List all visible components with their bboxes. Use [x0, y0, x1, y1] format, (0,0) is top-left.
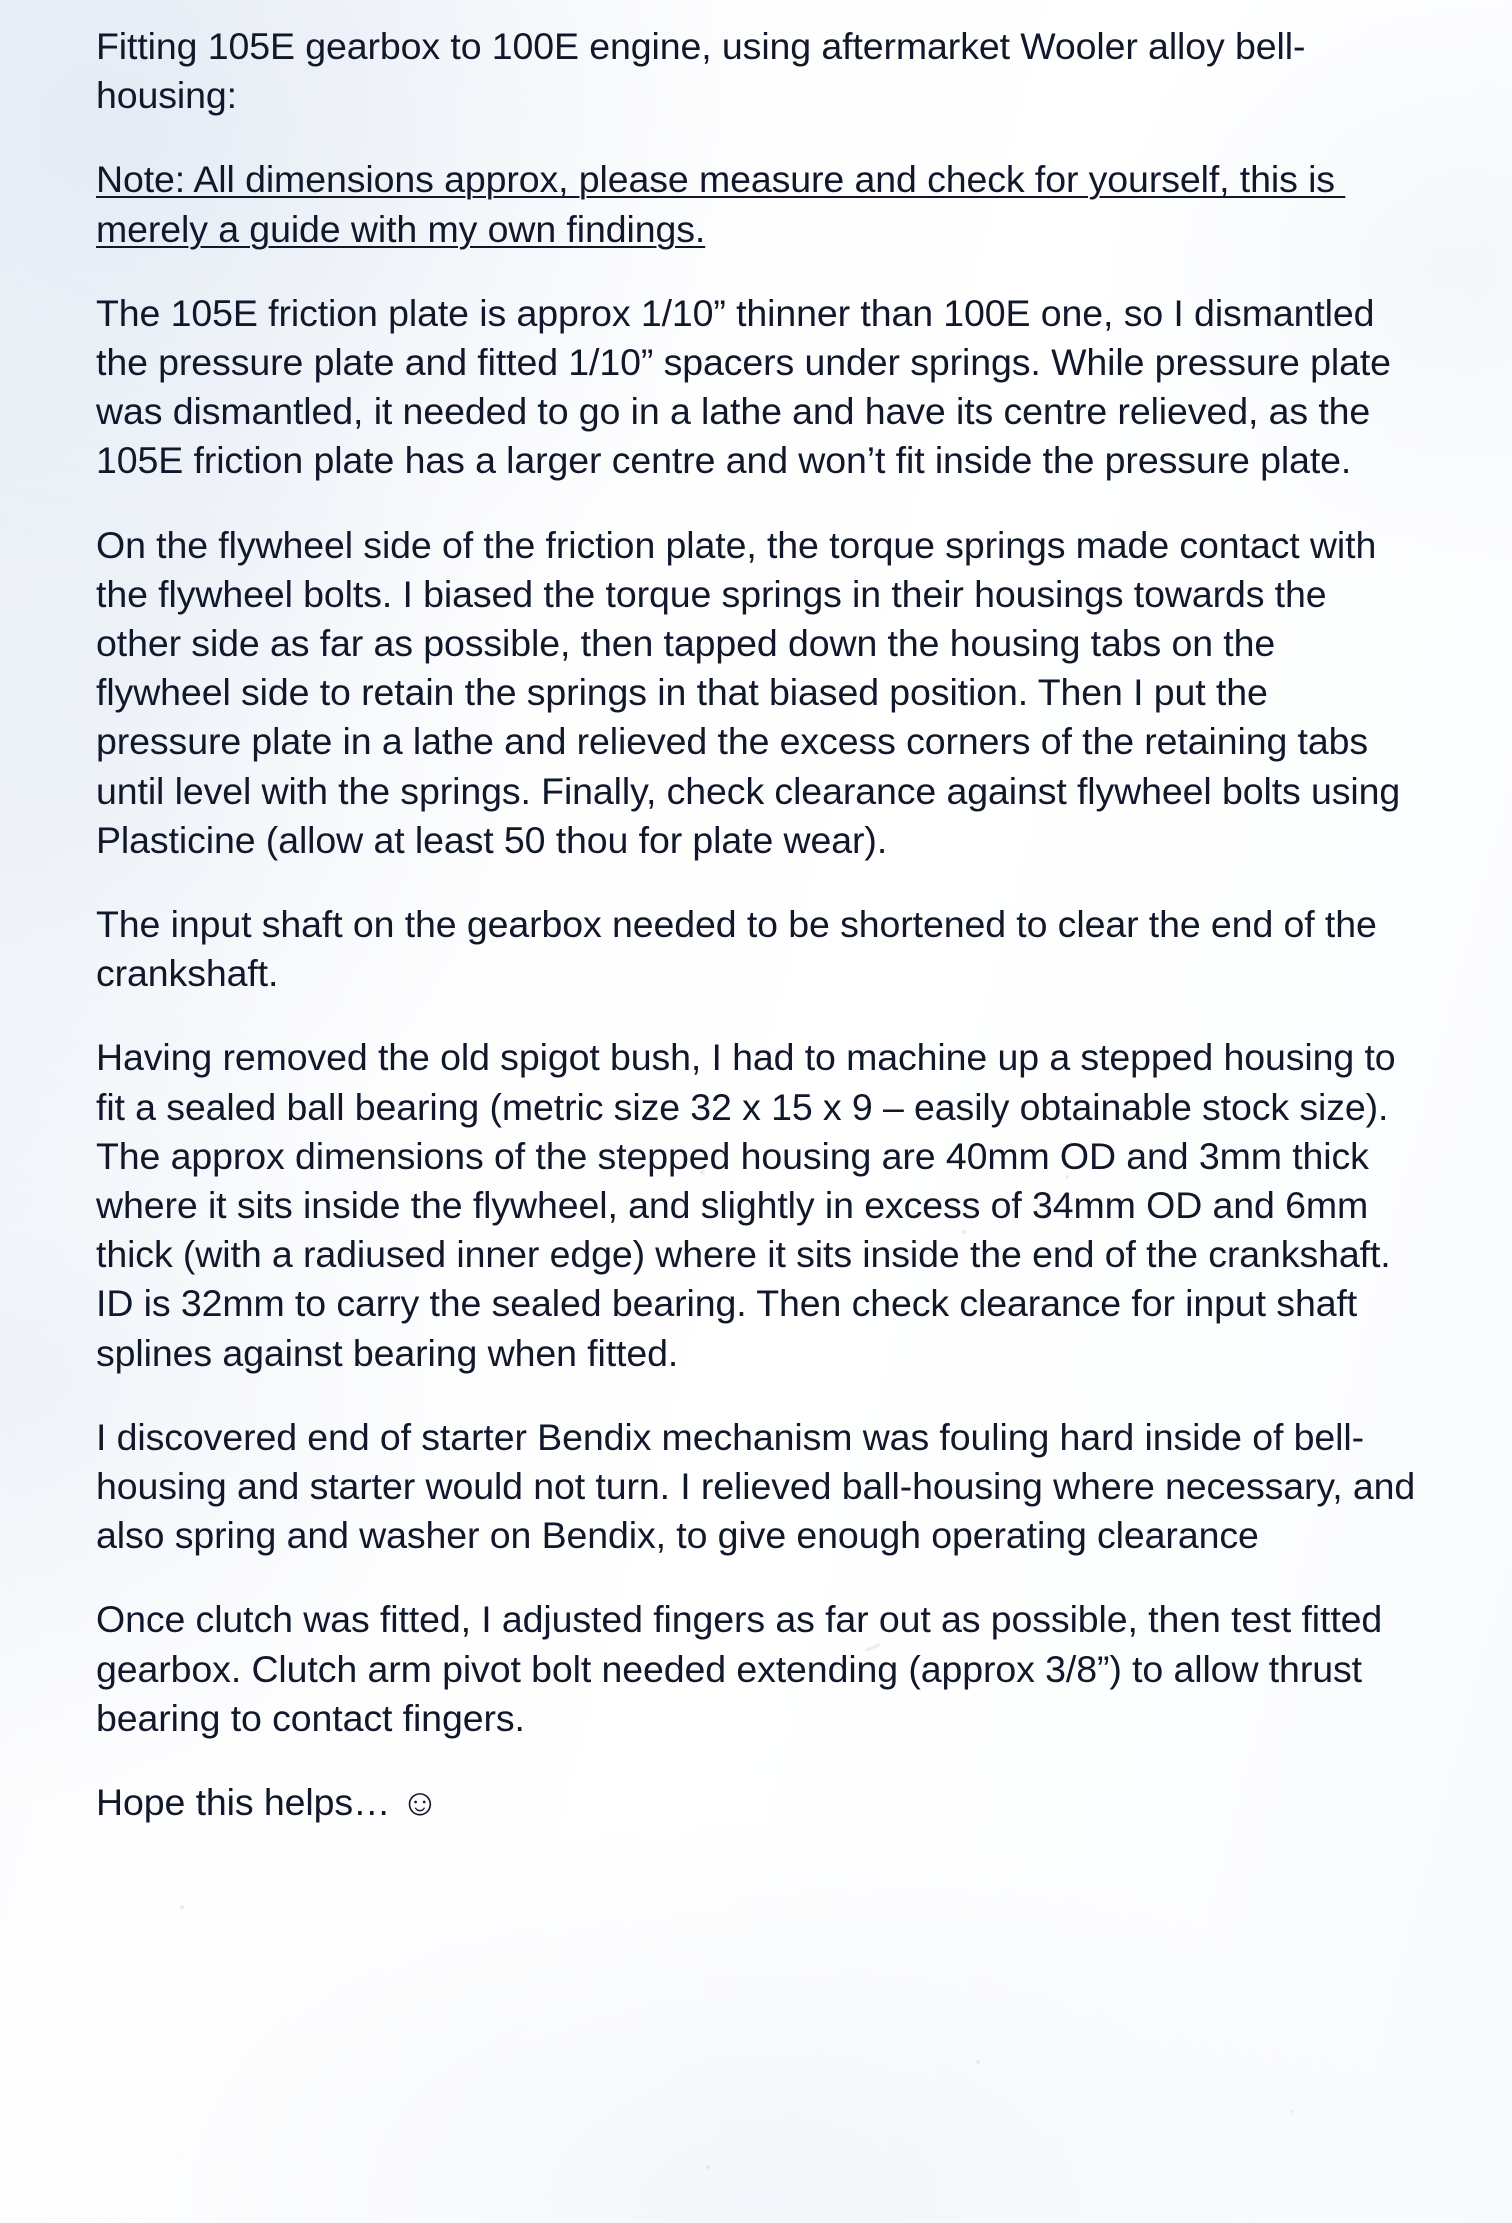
paragraph-intro: Fitting 105E gearbox to 100E engine, using aftermarket Wooler alloy bell-housing: [96, 25, 1306, 117]
note-body [96, 22, 1426, 1827]
paragraph-input-shaft: The input shaft on the gearbox needed to be shortened to clear the end of the crankshaft. [96, 903, 1388, 995]
paragraph-note-disclaimer: Note: All dimensions approx, please measure and check for yourself, this is merely a guide with my own findings. [96, 158, 1346, 250]
paragraph-signoff: Hope this helps… ☺ [96, 1781, 439, 1824]
paper-speck [706, 2165, 710, 2169]
paragraph-spigot-bush: Having removed the old spigot bush, I had to machine up a stepped housing to fit a sealed ball bearing (metric size 32 x 15 x 9 – easily obtainable stock size). The approx dimensions of the stepped housing are 40mm OD and 3mm thick where it sits inside the flywheel, and slightly in excess of 34mm OD and 6mm thick (with a radiused inner edge) where it sits inside the end of the crankshaft. ID is 32mm to carry the sealed bearing. Then check clearance for input shaft splines against bearing when fitted. [96, 1036, 1406, 1374]
paragraph-friction-plate: The 105E friction plate is approx 1/10” thinner than 100E one, so I dismantled the pressure plate and fitted 1/10” spacers under springs. While pressure plate was dismantled, it needed to go in a lathe and have its centre relieved, as the 105E friction plate has a larger centre and won’t fit inside the pressure plate. [96, 291, 1402, 482]
paragraph-torque-springs: On the flywheel side of the friction plate, the torque springs made contact with the flywheel bolts. I biased the torque springs in their housings towards the other side as far as possible, then tapped down the housing tabs on the flywheel side to retain the springs in that biased position. Then I put the pressure plate in a lathe and relieved the excess corners of the retaining tabs until level with the springs. Finally, check clearance against flywheel bolts using Plasticine (allow at least 50 thou for plate wear). [96, 523, 1411, 861]
paper-speck [180, 1905, 184, 1909]
paragraph-bendix: I discovered end of starter Bendix mechanism was fouling hard inside of bell-housing and starter would not turn. I relieved ball-housing where necessary, and also spring and washer on Bendix, to give enough operating clearance [96, 1415, 1426, 1557]
paper-speck [976, 2060, 980, 2064]
paper-speck [1290, 2110, 1293, 2113]
paragraph-clutch-fingers: Once clutch was fitted, I adjusted fingers as far out as possible, then test fitted gearbox. Clutch arm pivot bolt needed extending (approx 3/8”) to allow thrust bearing to contact fingers. [96, 1598, 1393, 1739]
